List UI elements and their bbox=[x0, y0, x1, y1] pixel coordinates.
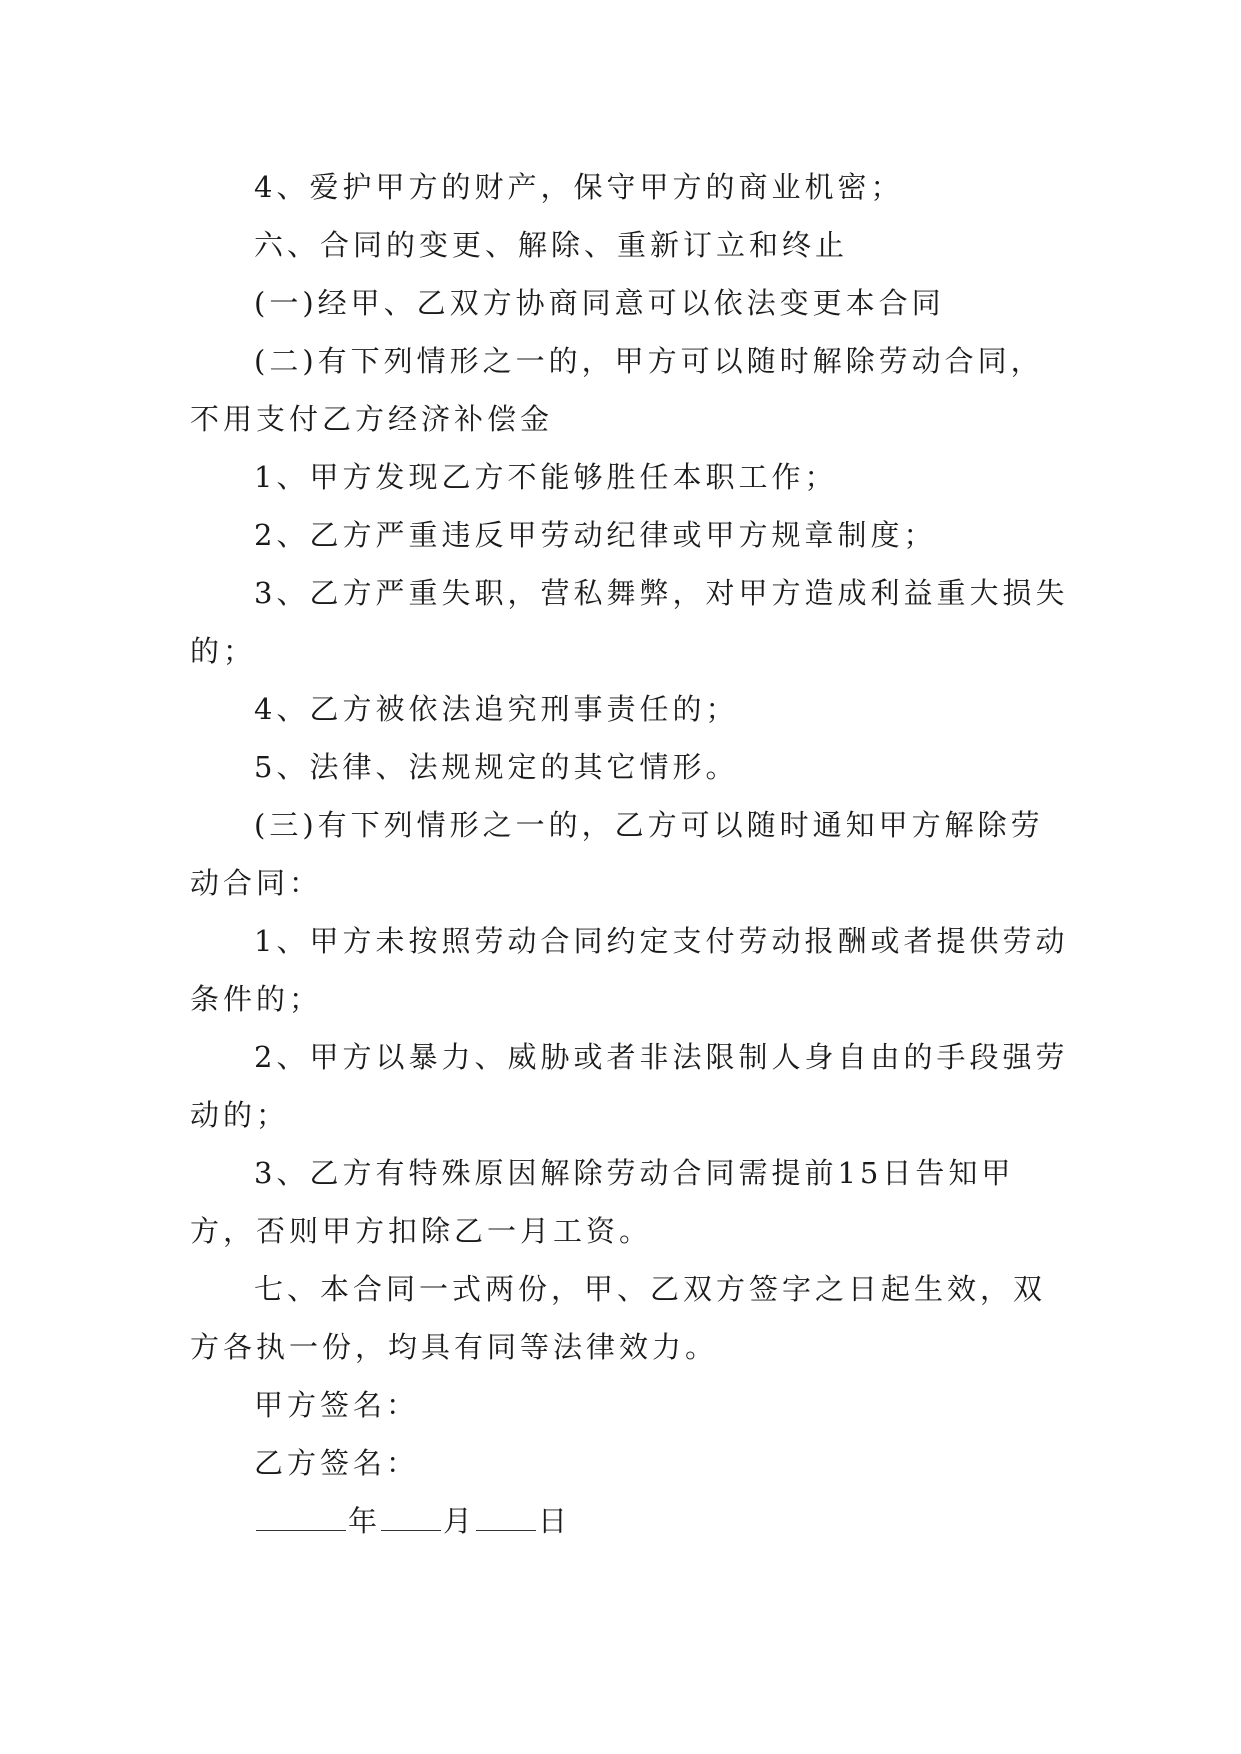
paragraph-6-3-item-1: 1、甲方未按照劳动合同约定支付劳动报酬或者提供劳动条件的； bbox=[190, 924, 1069, 1016]
day-blank bbox=[476, 1500, 536, 1531]
month-blank bbox=[381, 1500, 441, 1531]
month-label: 月 bbox=[443, 1504, 475, 1538]
party-a-signature-label: 甲方签名： bbox=[254, 1388, 420, 1422]
paragraph-6-3-item-2: 2、甲方以暴力、威胁或者非法限制人身自由的手段强劳动的； bbox=[190, 1040, 1069, 1132]
paragraph-6-3-item-3: 3、乙方有特殊原因解除劳动合同需提前15日告知甲方，否则甲方扣除乙一月工资。 bbox=[190, 1156, 1015, 1248]
date-line bbox=[190, 1492, 1070, 1550]
paragraph-6-2-item-2: 2、乙方严重违反甲劳动纪律或甲方规章制度； bbox=[254, 518, 937, 552]
paragraph-6-2-item-5: 5、法律、法规规定的其它情形。 bbox=[254, 750, 739, 784]
paragraph-6-3: (三)有下列情形之一的，乙方可以随时通知甲方解除劳动合同： bbox=[190, 808, 1044, 900]
year-blank bbox=[256, 1500, 346, 1531]
paragraph-6-2-item-3: 3、乙方严重失职，营私舞弊，对甲方造成利益重大损失的； bbox=[190, 576, 1069, 668]
section-heading-6: 六、合同的变更、解除、重新订立和终止 bbox=[254, 228, 849, 262]
paragraph-6-2-item-1: 1、甲方发现乙方不能够胜任本职工作； bbox=[254, 460, 838, 494]
day-label: 日 bbox=[538, 1504, 570, 1538]
document-page bbox=[190, 158, 1070, 1550]
paragraph-6-1: (一)经甲、乙双方协商同意可以依法变更本合同 bbox=[254, 286, 945, 320]
section-7-copies: 七、本合同一式两份，甲、乙双方签字之日起生效，双方各执一份，均具有同等法律效力。 bbox=[190, 1272, 1047, 1364]
party-b-signature-label: 乙方签名： bbox=[254, 1446, 420, 1480]
paragraph-6-2: (二)有下列情形之一的，甲方可以随时解除劳动合同，不用支付乙方经济补偿金 bbox=[190, 344, 1044, 436]
year-label: 年 bbox=[348, 1504, 380, 1538]
paragraph-clause-4-protect-property: 4、爱护甲方的财产，保守甲方的商业机密； bbox=[254, 170, 904, 204]
paragraph-6-2-item-4: 4、乙方被依法追究刑事责任的； bbox=[254, 692, 739, 726]
